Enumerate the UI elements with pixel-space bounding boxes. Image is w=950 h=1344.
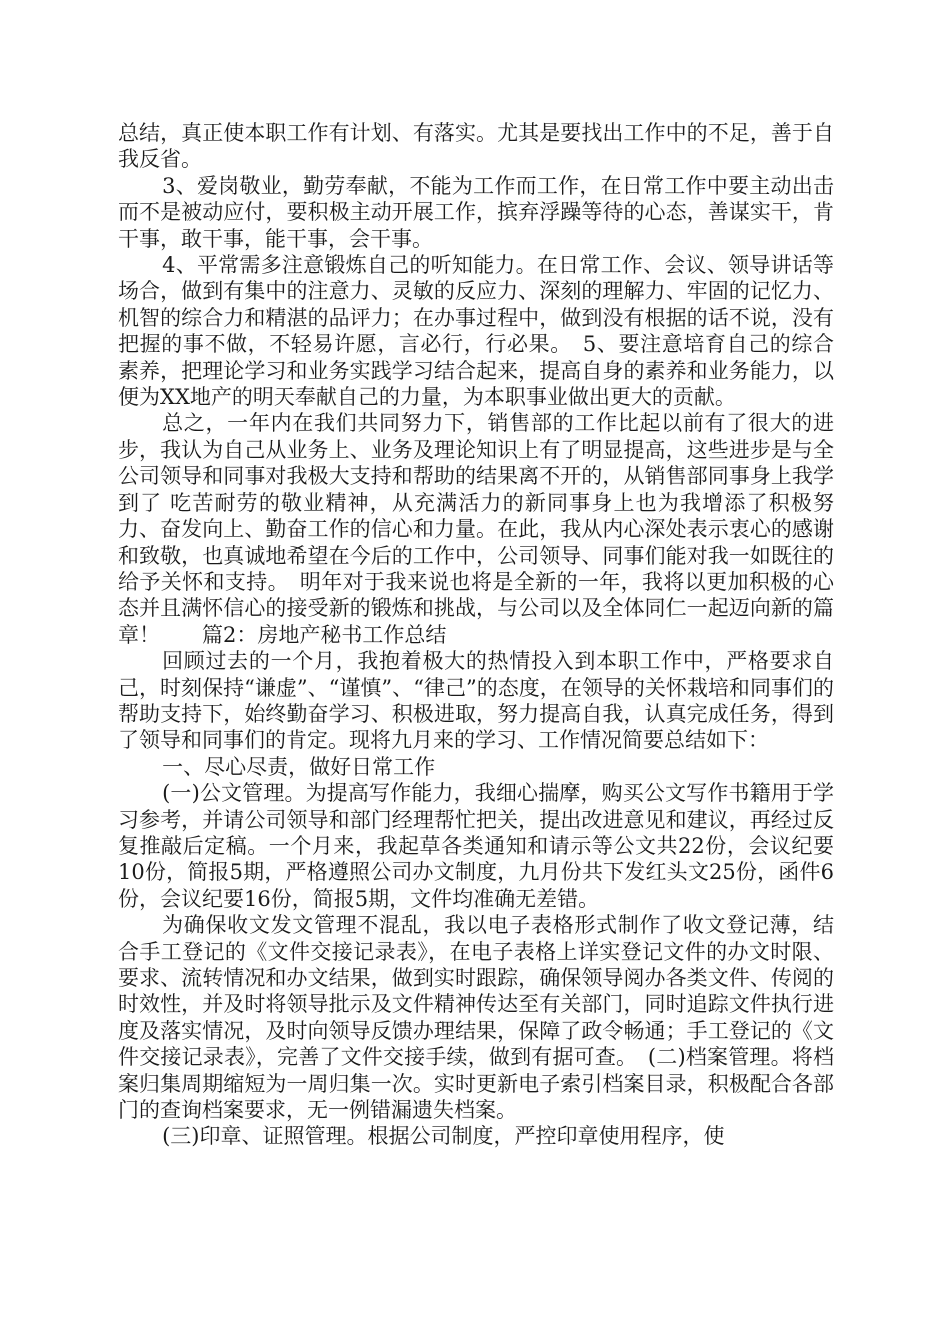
paragraph: 为确保收文发文管理不混乱，我以电子表格形式制作了收文登记薄，结合手工登记的《文件交接记录表》，在电子表格上详实登记文件的办文时限、要求、流转情况和办文结果，做到实时跟踪，确保领导阅办各类文件、传阅的时效性，并及时将领导批示及文件精神传达至有关部门，同时追踪文件执行进度及落实情况，及时向领导反馈办理结果，保障了政令畅通；手工登记的《文件交接记录表》，完善了文件交接手续，做到有据可查。 (二)档案管理。将档案归集周期缩短为一周归集一次。实时更新电子索引档案目录，积极配合各部门的查询档案要求，无一例错漏遗失档案。 [118, 913, 834, 1123]
document-body [118, 120, 834, 1150]
section-heading: 一、尽心尽责，做好日常工作 [162, 754, 436, 779]
paragraph: 3、爱岗敬业，勤劳奉献，不能为工作而工作，在日常工作中要主动出击而不是被动应付，要积极主动开展工作，摈弃浮躁等待的心态，善谋实干，肯干事，敢干事，能干事，会干事。 [118, 173, 834, 251]
paragraph: 回顾过去的一个月，我抱着极大的热情投入到本职工作中，严格要求自己，时刻保持“谦虚”、“谨慎”、“律己”的态度，在领导的关怀栽培和同事们的帮助支持下，始终勤奋学习、积极进取，努力提高自我，认真完成任务，得到了领导和同事们的肯定。现将九月来的学习、工作情况简要总结如下： [118, 649, 834, 753]
paragraph: (一)公文管理。为提高写作能力，我细心揣摩，购买公文写作书籍用于学习参考，并请公司领导和部门经理帮忙把关，提出改进意见和建议，再经过反复推敲后定稿。一个月来，我起草各类通知和请示等公文共22份，会议纪要10份，简报5期，严格遵照公司办文制度，九月份共下发红头文25份，函件6份，会议纪要16份，简报5期，文件均准确无差错。 [118, 781, 834, 911]
paragraph: (三)印章、证照管理。根据公司制度，严控印章使用程序，使 [162, 1124, 725, 1149]
paragraph: 4、平常需多注意锻炼自己的听知能力。在日常工作、会议、领导讲话等场合，做到有集中的注意力、灵敏的反应力、深刻的理解力、牢固的记忆力、机智的综合力和精湛的品评力；在办事过程中，做到没有根据的话不说，没有把握的事不做，不轻易许愿，言必行，行必果。 5、要注意培育自己的综合素养，把理论学习和业务实践学习结合起来，提高自身的素养和业务能力，以便为XX地产的明天奉献自己的力量，为本职事业做出更大的贡献。 [118, 253, 834, 410]
paragraph: 总之，一年内在我们共同努力下，销售部的工作比起以前有了很大的进步，我认为自己从业务上、业务及理论知识上有了明显提高，这些进步是与全公司领导和同事对我极大支持和帮助的结果离不开的，从销售部同事身上我学到了 吃苦耐劳的敬业精神，从充满活力的新同事身上也为我增添了积极努力、奋发向上、勤奋工作的信心和力量。在此，我从内心深处表示衷心的感谢和致敬，也真诚地希望在今后的工作中，公司领导、同事们能对我一如既往的给予关怀和支持。 明年对于我来说也将是全新的一年，我将以更加积极的心态并且满怀信心的接受新的锻炼和挑战，与公司以及全体同仁一起迈向新的篇章！ 篇2：房地产秘书工作总结 [118, 411, 834, 647]
paragraph: 总结，真正使本职工作有计划、有落实。尤其是要找出工作中的不足，善于自我反省。 [118, 121, 834, 172]
